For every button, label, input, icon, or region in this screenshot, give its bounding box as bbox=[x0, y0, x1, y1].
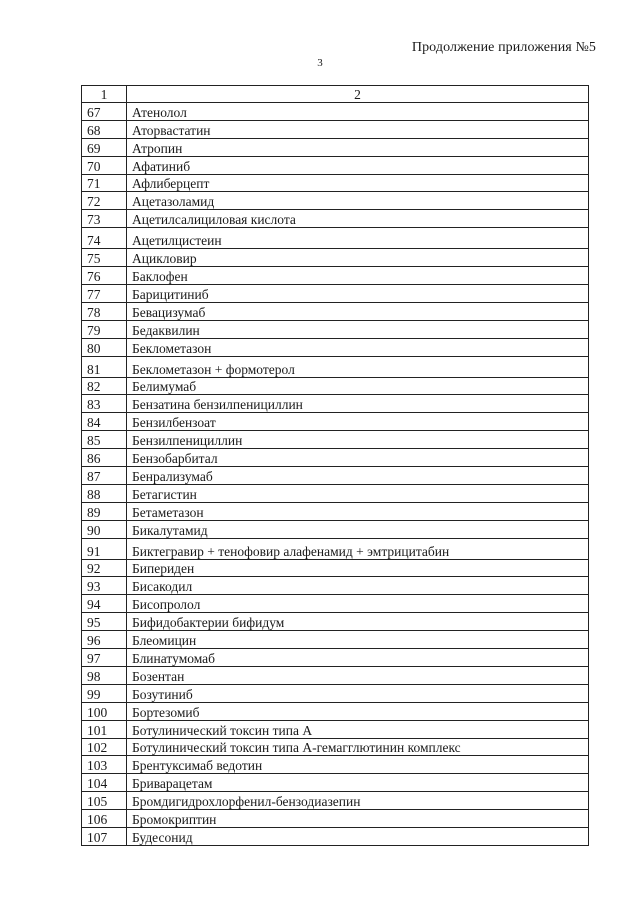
medication-name-cell: Бенрализумаб bbox=[127, 467, 589, 485]
table-row bbox=[82, 285, 589, 303]
table-row bbox=[82, 192, 589, 210]
row-number-cell: 103 bbox=[82, 756, 127, 774]
row-number-cell: 89 bbox=[82, 502, 127, 520]
medication-name-cell: Бозентан bbox=[127, 666, 589, 684]
table-row bbox=[82, 559, 589, 577]
row-number-cell: 82 bbox=[82, 377, 127, 395]
appendix-continuation-header: Продолжение приложения №5 bbox=[411, 40, 596, 55]
table-row bbox=[82, 774, 589, 792]
medication-name-cell: Барицитиниб bbox=[127, 285, 589, 303]
table-row bbox=[82, 577, 589, 595]
medication-name-cell: Бензилбензоат bbox=[127, 413, 589, 431]
table-row bbox=[82, 156, 589, 174]
row-number-cell: 74 bbox=[82, 228, 127, 249]
table-row bbox=[82, 595, 589, 613]
row-number-cell: 84 bbox=[82, 413, 127, 431]
table-row bbox=[82, 666, 589, 684]
table-body bbox=[82, 103, 589, 846]
medication-name-cell: Бипериден bbox=[127, 559, 589, 577]
medication-name-cell: Атропин bbox=[127, 138, 589, 156]
table-row bbox=[82, 302, 589, 320]
medication-name-cell: Бевацизумаб bbox=[127, 302, 589, 320]
medication-name-cell: Беклометазон bbox=[127, 338, 589, 356]
table-row bbox=[82, 138, 589, 156]
row-number-cell: 98 bbox=[82, 666, 127, 684]
medication-name-cell: Будесонид bbox=[127, 827, 589, 845]
table-row bbox=[82, 267, 589, 285]
row-number-cell: 101 bbox=[82, 720, 127, 738]
medication-name-cell: Афатиниб bbox=[127, 156, 589, 174]
row-number-cell: 99 bbox=[82, 684, 127, 702]
table-row bbox=[82, 467, 589, 485]
table-row bbox=[82, 338, 589, 356]
medication-table bbox=[81, 85, 589, 846]
medication-name-cell: Бисакодил bbox=[127, 577, 589, 595]
row-number-cell: 73 bbox=[82, 210, 127, 228]
table-row bbox=[82, 520, 589, 538]
row-number-cell: 75 bbox=[82, 249, 127, 267]
row-number-cell: 78 bbox=[82, 302, 127, 320]
table-row bbox=[82, 810, 589, 828]
table-row bbox=[82, 120, 589, 138]
page-number: 3 bbox=[317, 57, 323, 69]
medication-name-cell: Ацетилсалициловая кислота bbox=[127, 210, 589, 228]
table-row bbox=[82, 249, 589, 267]
row-number-cell: 97 bbox=[82, 649, 127, 667]
medication-name-cell: Блеомицин bbox=[127, 631, 589, 649]
table-row bbox=[82, 320, 589, 338]
table-row bbox=[82, 103, 589, 121]
table-row bbox=[82, 502, 589, 520]
row-number-cell: 93 bbox=[82, 577, 127, 595]
medication-name-cell: Баклофен bbox=[127, 267, 589, 285]
medication-name-cell: Брентуксимаб ведотин bbox=[127, 756, 589, 774]
row-number-cell: 87 bbox=[82, 467, 127, 485]
row-number-cell: 94 bbox=[82, 595, 127, 613]
medication-name-cell: Беклометазон + формотерол bbox=[127, 356, 589, 377]
row-number-cell: 68 bbox=[82, 120, 127, 138]
medication-name-cell: Белимумаб bbox=[127, 377, 589, 395]
table-row bbox=[82, 631, 589, 649]
table-row bbox=[82, 395, 589, 413]
row-number-cell: 95 bbox=[82, 613, 127, 631]
medication-name-cell: Ацетазоламид bbox=[127, 192, 589, 210]
row-number-cell: 96 bbox=[82, 631, 127, 649]
table-row bbox=[82, 431, 589, 449]
table-row bbox=[82, 702, 589, 720]
medication-name-cell: Аторвастатин bbox=[127, 120, 589, 138]
table-row bbox=[82, 377, 589, 395]
row-number-cell: 67 bbox=[82, 103, 127, 121]
table-row bbox=[82, 756, 589, 774]
medication-name-cell: Бозутиниб bbox=[127, 684, 589, 702]
row-number-cell: 77 bbox=[82, 285, 127, 303]
table-row bbox=[82, 449, 589, 467]
row-number-cell: 92 bbox=[82, 559, 127, 577]
row-number-cell: 104 bbox=[82, 774, 127, 792]
table-row bbox=[82, 413, 589, 431]
row-number-cell: 105 bbox=[82, 792, 127, 810]
medication-name-cell: Бензилпенициллин bbox=[127, 431, 589, 449]
row-number-cell: 107 bbox=[82, 827, 127, 845]
medication-name-cell: Бромокриптин bbox=[127, 810, 589, 828]
medication-name-cell: Бифидобактерии бифидум bbox=[127, 613, 589, 631]
medication-name-cell: Блинатумомаб bbox=[127, 649, 589, 667]
medication-name-cell: Афлиберцепт bbox=[127, 174, 589, 192]
medication-name-cell: Бетагистин bbox=[127, 484, 589, 502]
medication-name-cell: Бикалутамид bbox=[127, 520, 589, 538]
medication-name-cell: Бисопролол bbox=[127, 595, 589, 613]
table-row bbox=[82, 649, 589, 667]
table-header-row bbox=[82, 86, 589, 103]
row-number-cell: 88 bbox=[82, 484, 127, 502]
row-number-cell: 76 bbox=[82, 267, 127, 285]
medication-name-cell: Ботулинический токсин типа А-гемагглютинин комплекс bbox=[127, 738, 589, 756]
medication-name-cell: Бедаквилин bbox=[127, 320, 589, 338]
table-row bbox=[82, 210, 589, 228]
medication-name-cell: Ботулинический токсин типа А bbox=[127, 720, 589, 738]
row-number-cell: 102 bbox=[82, 738, 127, 756]
medication-name-cell: Бортезомиб bbox=[127, 702, 589, 720]
column-header-name: 2 bbox=[127, 86, 589, 103]
column-header-number: 1 bbox=[82, 86, 127, 103]
medication-name-cell: Ацетилцистеин bbox=[127, 228, 589, 249]
table-row bbox=[82, 720, 589, 738]
table-row bbox=[82, 228, 589, 249]
table-row bbox=[82, 484, 589, 502]
medication-name-cell: Бензобарбитал bbox=[127, 449, 589, 467]
medication-name-cell: Бетаметазон bbox=[127, 502, 589, 520]
medication-name-cell: Ацикловир bbox=[127, 249, 589, 267]
table-row bbox=[82, 174, 589, 192]
row-number-cell: 81 bbox=[82, 356, 127, 377]
row-number-cell: 70 bbox=[82, 156, 127, 174]
row-number-cell: 71 bbox=[82, 174, 127, 192]
table-row bbox=[82, 827, 589, 845]
table-row bbox=[82, 356, 589, 377]
row-number-cell: 85 bbox=[82, 431, 127, 449]
medication-name-cell: Атенолол bbox=[127, 103, 589, 121]
medication-name-cell: Бриварацетам bbox=[127, 774, 589, 792]
row-number-cell: 106 bbox=[82, 810, 127, 828]
row-number-cell: 72 bbox=[82, 192, 127, 210]
row-number-cell: 83 bbox=[82, 395, 127, 413]
table-row bbox=[82, 538, 589, 559]
table-row bbox=[82, 684, 589, 702]
row-number-cell: 69 bbox=[82, 138, 127, 156]
row-number-cell: 79 bbox=[82, 320, 127, 338]
table-row bbox=[82, 738, 589, 756]
row-number-cell: 86 bbox=[82, 449, 127, 467]
row-number-cell: 91 bbox=[82, 538, 127, 559]
table-row bbox=[82, 613, 589, 631]
medication-name-cell: Бромдигидрохлорфенил-бензодиазепин bbox=[127, 792, 589, 810]
table-row bbox=[82, 792, 589, 810]
medication-name-cell: Бензатина бензилпенициллин bbox=[127, 395, 589, 413]
row-number-cell: 80 bbox=[82, 338, 127, 356]
row-number-cell: 100 bbox=[82, 702, 127, 720]
row-number-cell: 90 bbox=[82, 520, 127, 538]
medication-name-cell: Биктегравир + тенофовир алафенамид + эмтрицитабин bbox=[127, 538, 589, 559]
